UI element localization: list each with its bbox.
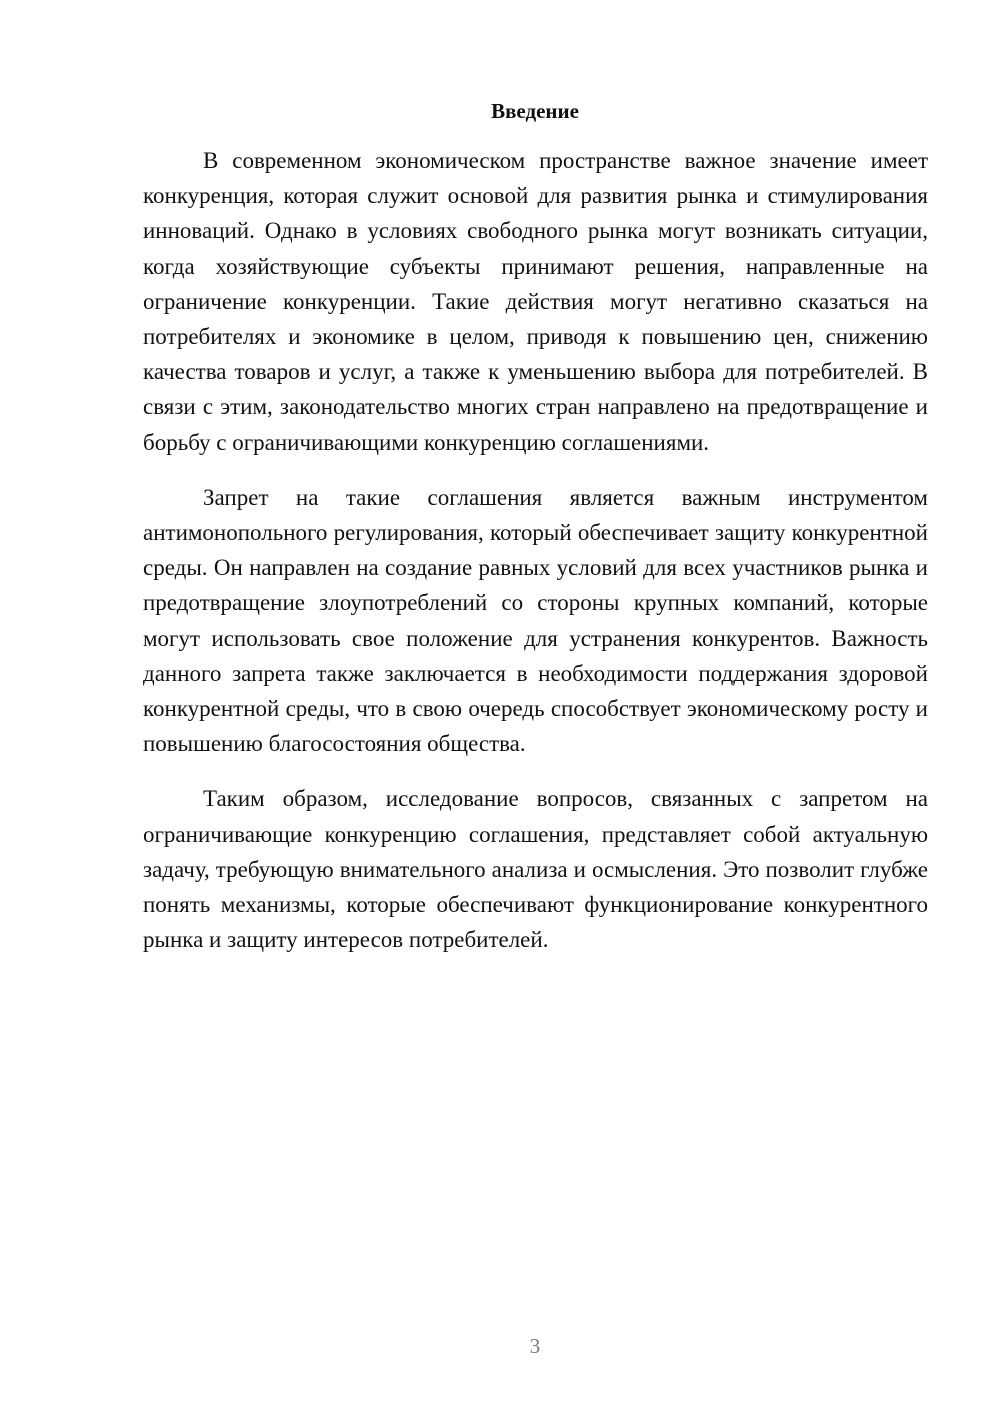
body-text xyxy=(143,143,928,977)
page-number: 3 xyxy=(529,1334,541,1358)
paragraph-1: В современном экономическом пространстве важное значение имеет конкуренция, которая служит основой для развития рынка и стимулирования инноваций. Однако в условиях свободного рынка могут возникать ситуации, когда хозяйствующие субъекты принимают решения, направленные на ограничение конкуренции. Такие действия могут негативно сказаться на потребителях и экономике в целом, приводя к повышению цен, снижению качества товаров и услуг, а также к уменьшению выбора для потребителей. В связи с этим, законодательство многих стран направлено на предотвращение и борьбу с ограничивающими конкуренцию соглашениями. xyxy=(143,148,928,455)
paragraph-2: Запрет на такие соглашения является важным инструментом антимонопольного регулирования, который обеспечивает защиту конкурентной среды. Он направлен на создание равных условий для всех участников рынка и предотвращение злоупотреблений со стороны крупных компаний, которые могут использовать свое положение для устранения конкурентов. Важность данного запрета также заключается в необходимости поддержания здоровой конкурентной среды, что в свою очередь способствует экономическому росту и повышению благосостояния общества. xyxy=(143,484,928,757)
section-heading: Введение xyxy=(491,99,579,123)
paragraph-3: Таким образом, исследование вопросов, связанных с запретом на ограничивающие конкуренцию соглашения, представляет собой актуальную задачу, требующую внимательного анализа и осмысления. Это позволит глубже понять механизмы, которые обеспечивают функционирование конкурентного рынка и защиту интересов потребителей. xyxy=(143,786,928,953)
